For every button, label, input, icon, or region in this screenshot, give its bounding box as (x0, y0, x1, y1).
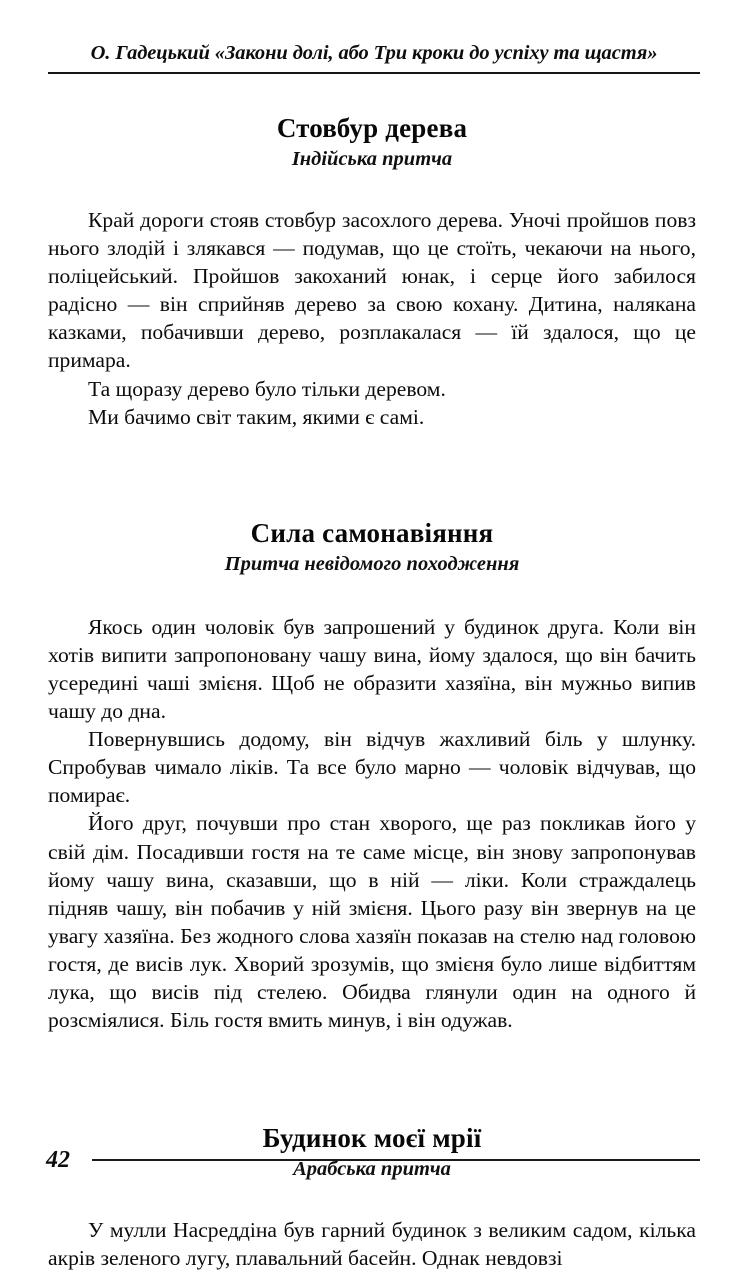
section-2 (48, 517, 696, 577)
paragraph: Повернувшись додому, він відчув жахливий біль у шлунку. Спробував чимало ліків. Та все було марно — чоловік відчував, що помирає. (48, 727, 696, 808)
paragraph: Край дороги стояв стовбур засохлого дерева. Уночі пройшов повз нього злодій і злякався — подумав, що це стоїть, чекаючи на нього, поліцейський. Пройшов закоханий юнак, і серце його забилося радісно — він сприйняв дерево за свою кохану. Дитина, налякана казками, побачивши дерево, розплакалася — їй здалося, що це примара. (48, 208, 696, 373)
section-2-body (48, 613, 696, 1034)
running-head-rule (48, 72, 700, 74)
section-1 (48, 112, 696, 172)
section-1-body (48, 206, 696, 431)
section-3-body (48, 1216, 696, 1272)
section-2-subheading: Притча невідомого походження (224, 552, 520, 575)
folio-rule (92, 1159, 700, 1161)
page-number: 42 (46, 1147, 70, 1173)
paragraph: Та щоразу дерево було тільки деревом. (88, 376, 446, 401)
section-1-subheading: Індійська притча (291, 148, 453, 170)
running-head-title: О. Гадецький «Закони долі, або Три кроки до успіху та щастя» (90, 42, 658, 64)
paragraph: Ми бачимо світ таким, якими є самі. (88, 404, 425, 429)
paragraph: Його друг, почувши про стан хворого, ще раз покликав його у свій дім. Посадивши гостя на те саме місце, він знову запропонував йому чашу вина, сказавши, що в ній — ліки. Коли страждалець підняв чашу, він побачив у ній змієня. Цього разу він звернув на це увагу хазяїна. Без жодного слова хазяїн показав на стелю над головою гостя, де висів лук. Хворий зрозумів, що змієня було лише відбиттям лука, що висів під стелею. Обидва глянули один на одного й розсміялися. Біль гостя вмить минув, і він одужав. (48, 811, 696, 1033)
section-1-heading: Стовбур дерева (276, 113, 468, 143)
running-head (48, 40, 700, 74)
paragraph: У мулли Насреддіна був гарний будинок з великим садом, кілька акрів зеленого лугу, плавальний басейн. Однак невдовзі (48, 1218, 696, 1271)
folio (46, 1148, 700, 1172)
text-column (48, 98, 696, 1272)
section-3-heading: Будинок моєї мрії (262, 1123, 482, 1154)
paragraph: Якось один чоловік був запрошений у будинок друга. Коли він хотів випити запропоновану чашу вина, йому здалося, що він бачить усередині чаші змієня. Щоб не образити хазяїна, він мужньо випив чашу до дна. (48, 614, 696, 724)
section-3-subheading: Арабська притча (293, 1158, 451, 1181)
section-2-heading: Сила самонавіяння (250, 517, 494, 548)
